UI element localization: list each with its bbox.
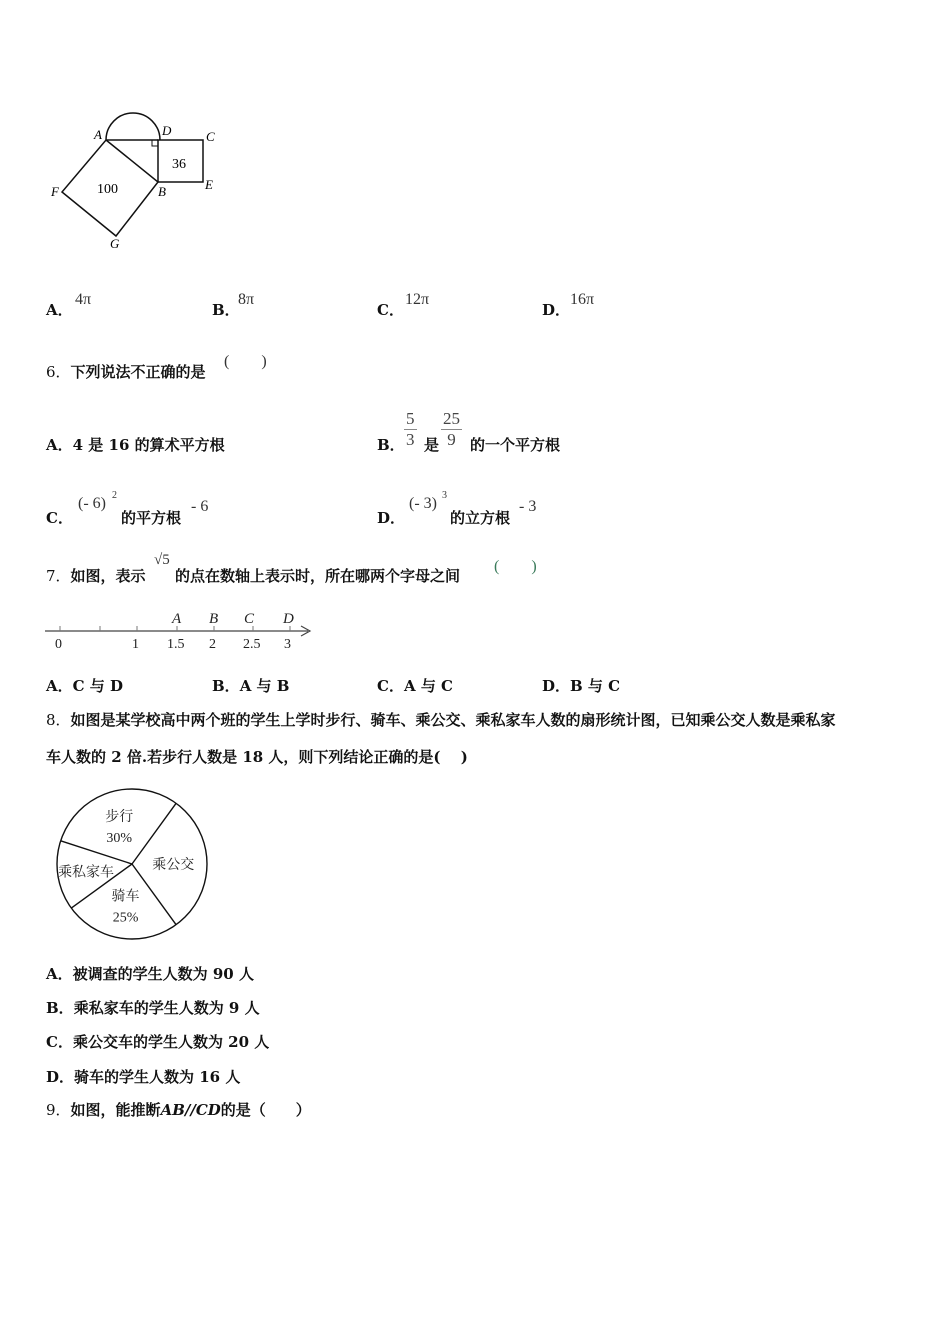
label-G: G: [110, 236, 120, 251]
label-F: F: [51, 184, 59, 199]
q7-option-c[interactable]: C．A 与 C: [377, 677, 453, 695]
area-large: 100: [97, 182, 118, 197]
q7-option-d[interactable]: D．B 与 C: [542, 677, 621, 695]
q6-option-d-value: - 3: [519, 498, 537, 515]
q5-option-a[interactable]: A．: [46, 301, 73, 319]
q5-option-b[interactable]: B．: [212, 301, 240, 319]
label-C: C: [206, 129, 215, 144]
q6-option-d-text: 的立方根: [450, 509, 511, 527]
q6-paren: ( ): [224, 353, 267, 370]
q7-option-b[interactable]: B．A 与 B: [212, 677, 290, 695]
q8-option-c[interactable]: C．乘公交车的学生人数为 20 人: [46, 1033, 270, 1051]
q8-option-a[interactable]: A．被调查的学生人数为 90 人: [46, 965, 254, 983]
tick-label: 2.5: [243, 637, 261, 652]
q7-stem-post: 的点在数轴上表示时，所在哪两个字母之间: [175, 567, 461, 585]
label-E: E: [205, 177, 213, 192]
q7-stem-pre: 7．如图，表示: [46, 567, 146, 585]
tick-label: 1: [132, 637, 139, 652]
tick-label: 3: [284, 637, 291, 652]
q6-option-d-exp: 3: [442, 490, 447, 501]
pie-slice-label: 步行: [105, 809, 134, 825]
area-small: 36: [172, 157, 186, 172]
q9-expr: AB//CD: [160, 1101, 221, 1119]
q6-option-b-frac1: $\frac{5}{3}$: [406, 409, 415, 449]
label-D: D: [162, 123, 172, 138]
q8-pie-chart: [50, 782, 215, 947]
q5-option-a-value: 4π: [75, 291, 92, 308]
pie-slice-label: 乘私家车: [58, 865, 115, 881]
q6-option-c-value: - 6: [191, 498, 209, 515]
tick-label: 0: [55, 637, 62, 652]
q6-stem: 6．下列说法不正确的是: [46, 363, 206, 381]
q8-stem-line2: 车人数的 2 倍.若步行人数是 18 人，则下列结论正确的是( ): [46, 748, 468, 766]
semicircle-arc: [106, 113, 160, 140]
point-letter-d: D: [283, 611, 294, 627]
q5-option-b-value: 8π: [238, 291, 255, 308]
q6-option-c-text: 的平方根: [121, 509, 182, 527]
q5-option-c[interactable]: C．: [377, 301, 404, 319]
pie-slice-label: 骑车: [111, 889, 140, 905]
tick-label: 1.5: [167, 637, 185, 652]
point-letter-a: A: [172, 611, 182, 627]
q6-option-c-key[interactable]: C．: [46, 509, 73, 527]
q6-option-d-base: (- 3): [409, 495, 437, 512]
q7-sqrt: √5: [154, 552, 170, 568]
q7-option-a[interactable]: A．C 与 D: [46, 677, 124, 695]
pie-slice-percent: 25%: [112, 910, 139, 926]
q7-paren: ( ): [494, 558, 537, 575]
q6-option-b-mid: 是: [424, 436, 440, 454]
q8-stem-line1: 8．如图是某学校高中两个班的学生上学时步行、骑车、乘公交、乘私家车人数的扇形统计图，已知乘公交人数是乘私家: [46, 711, 836, 729]
q6-option-b-key[interactable]: B．: [377, 436, 405, 454]
label-A: A: [94, 127, 102, 142]
q6-option-a[interactable]: A．4 是 16 的算术平方根: [46, 436, 225, 454]
q6-option-b-frac2: $\frac{25}{9}$: [443, 409, 460, 449]
q5-option-d[interactable]: D．: [542, 301, 571, 319]
q5-option-d-value: 16π: [570, 291, 595, 308]
point-letter-c: C: [244, 611, 255, 627]
q8-option-b[interactable]: B．乘私家车的学生人数为 9 人: [46, 999, 260, 1017]
tick-label: 2: [209, 637, 216, 652]
right-angle-mark: [152, 140, 158, 146]
q5-option-c-value: 12π: [405, 291, 430, 308]
q6-option-d-key[interactable]: D．: [377, 509, 406, 527]
q6-option-b-tail: 的一个平方根: [470, 436, 561, 454]
pie-slice-percent: 30%: [106, 830, 133, 846]
q8-option-d[interactable]: D．骑车的学生人数为 16 人: [46, 1068, 241, 1086]
pie-slice-label: 乘公交: [152, 858, 195, 873]
q6-option-c-base: (- 6): [78, 495, 106, 512]
label-B: B: [158, 184, 166, 199]
q5-geometry-figure: [40, 100, 240, 260]
q6-option-c-exp: 2: [112, 490, 117, 501]
q7-number-line: [40, 605, 320, 655]
point-letter-b: B: [209, 611, 219, 627]
q9-stem: 9．如图，能推断AB//CD的是（ ）: [46, 1101, 311, 1119]
